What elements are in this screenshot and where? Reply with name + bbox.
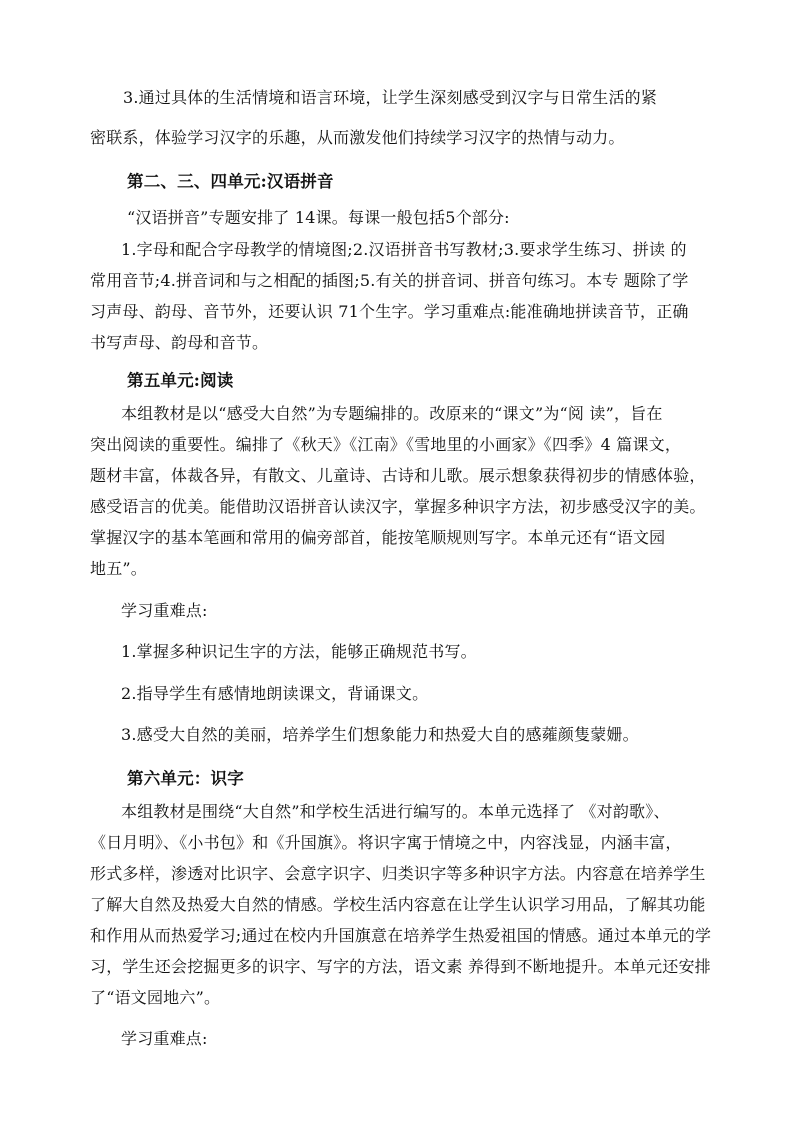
heading-units-2-3-4: 第二、三、四单元:汉语拼音 [127,172,334,191]
unit-5-paragraph-line-1: 本组教材是以“感受大自然”为专题编排的。改原来的“课文”为“阅 读”，旨在 [121,404,663,423]
unit-5-paragraph-line-4: 感受语言的优美。能借助汉语拼音认读汉字，掌握多种识字方法，初步感受汉字的美。 [90,497,706,516]
unit-5-key-points-label: 学习重难点: [121,601,208,620]
unit-6-paragraph-line-7: 了“语文园地六”。 [90,988,221,1007]
unit-6-paragraph-line-2: 《日月明》、《小书包》和《升国旗》。将识字寓于情境之中，内容浅显，内涵丰富， [90,833,682,852]
pinyin-paragraph-line-4: 书写声母、韵母和音节。 [90,333,269,352]
paragraph-goal-3-line-2: 密联系，体验学习汉字的乐趣，从而激发他们持续学习汉字的热情与动力。 [90,128,625,147]
unit-6-paragraph-line-1: 本组教材是围绕“大自然”和学校生活进行编写的。本单元选择了 《对韵歌》、 [121,802,670,821]
unit-6-paragraph-line-4: 了解大自然及热爱大自然的情感。学校生活内容意在让学生认识学习用品，了解其功能 [90,895,706,914]
unit-5-paragraph-line-5: 掌握汉字的基本笔画和常用的偏旁部首，能按笔顺规则写字。本单元还有“语文园 [90,528,666,547]
heading-unit-6: 第六单元：识字 [127,769,244,788]
unit-6-key-points-label: 学习重难点: [121,1029,208,1048]
unit-6-paragraph-line-6: 习，学生还会挖掘更多的识字、写字的方法，语文素 养得到不断地提升。本单元还安排 [90,957,711,976]
pinyin-paragraph-line-1: 1.字母和配合字母教学的情境图;2.汉语拼音书写教材;3.要求学生练习、拼读 的 [121,240,687,259]
pinyin-paragraph-line-2: 常用音节;4.拼音词和与之相配的插图;5.有关的拼音词、拼音句练习。本专 题除了学 [90,271,689,290]
unit-5-key-point-2: 2.指导学生有感情地朗读课文，背诵课文。 [121,684,429,703]
pinyin-paragraph-line-3: 习声母、韵母、音节外，还要认识 71个生字。学习重难点:能准确地拼读音节，正确 [90,302,689,321]
unit-5-paragraph-line-3: 题材丰富，体裁各异，有散文、儿童诗、古诗和儿歌。展示想象获得初步的情感体验， [90,466,706,485]
unit-5-paragraph-line-6: 地五”。 [90,559,147,578]
pinyin-intro-line: “汉语拼音”专题安排了 14课。每课一般包括5个部分: [127,208,510,227]
unit-6-paragraph-line-3: 形式多样，渗透对比识字、会意字识字、归类识字等多种识字方法。内容意在培养学生 [90,864,706,883]
paragraph-goal-3-line-1: 3.通过具体的生活情境和语言环境，让学生深刻感受到汉字与日常生活的紧 [123,88,658,107]
unit-6-paragraph-line-5: 和作用从而热爱学习;通过在校内升国旗意在培养学生热爱祖国的情感。通过本单元的学 [90,926,712,945]
unit-5-paragraph-line-2: 突出阅读的重要性。编排了《秋天》《江南》《雪地里的小画家》《四季》4 篇课文， [90,435,682,454]
heading-unit-5: 第五单元:阅读 [127,371,234,390]
unit-5-key-point-3: 3.感受大自然的美丽，培养学生们想象能力和热爱大自的感蕹颜隻蒙姗。 [121,725,639,744]
unit-5-key-point-1: 1.掌握多种识记生字的方法，能够正确规范书写。 [121,642,477,661]
